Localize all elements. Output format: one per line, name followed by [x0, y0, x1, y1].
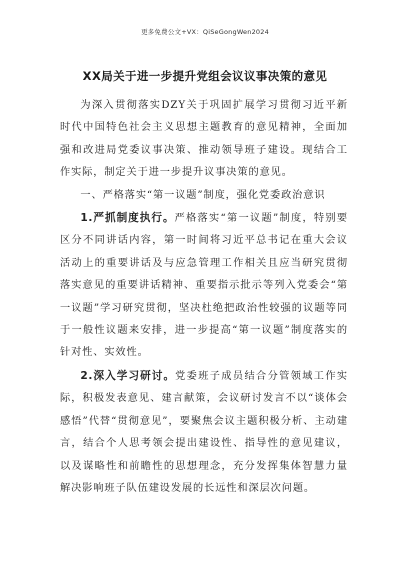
- item-text-1: 严格落实“第一议题”制度，特别要区分不同讲话内容，第一时间将习近平总书记在重大会议活动上的重要讲话及与应急管理工作相关且应当研究贯彻落实意见的重要讲话精神、重要指示批示等列入党委会“第一议题”学习研究贯彻，坚决杜绝把政治性较强的议题等同于一般性议题来安排，进一步提高“第一议题”制度落实的针对性、实效性。: [60, 213, 348, 359]
- header-note: 更多免费公文+VX：QiSeGongWen2024: [141, 28, 269, 36]
- section-heading-1: 一、严格落实“第一议题”制度，强化党委政治意识: [80, 189, 326, 201]
- item-paragraph-2: [60, 365, 348, 500]
- item-text-2: 党委班子成员结合分管领域工作实际，积极发表意见、建言献策，会议研讨发言不以“谈体会感悟”代替“贯彻意见”，要聚焦会议主题积极分析、主动建言，结合个人思考领会提出建设性、指导性的意见建议，以及谋略性和前瞻性的思想理念，充分发挥集体智慧力量解决影响班子队伍建设发展的长远性和深层次问题。: [60, 370, 349, 494]
- intro-paragraph: 为深入贯彻落实DZY关于巩固扩展学习贯彻习近平新时代中国特色社会主义思想主题教育的意见精神，全面加强和改进局党委议事决策、推动领导班子建设。现结合工作实际，制定关于进一步提升议事决策的意见。: [60, 100, 348, 179]
- document-title: XX局关于进一步提升党组会议议事决策的意见: [82, 69, 328, 83]
- document-body: [60, 95, 348, 500]
- item-lead-2: 2.深入学习研讨。: [80, 369, 176, 382]
- item-lead-1: 1.严抓制度执行。: [80, 212, 175, 225]
- item-paragraph-1: [60, 207, 348, 365]
